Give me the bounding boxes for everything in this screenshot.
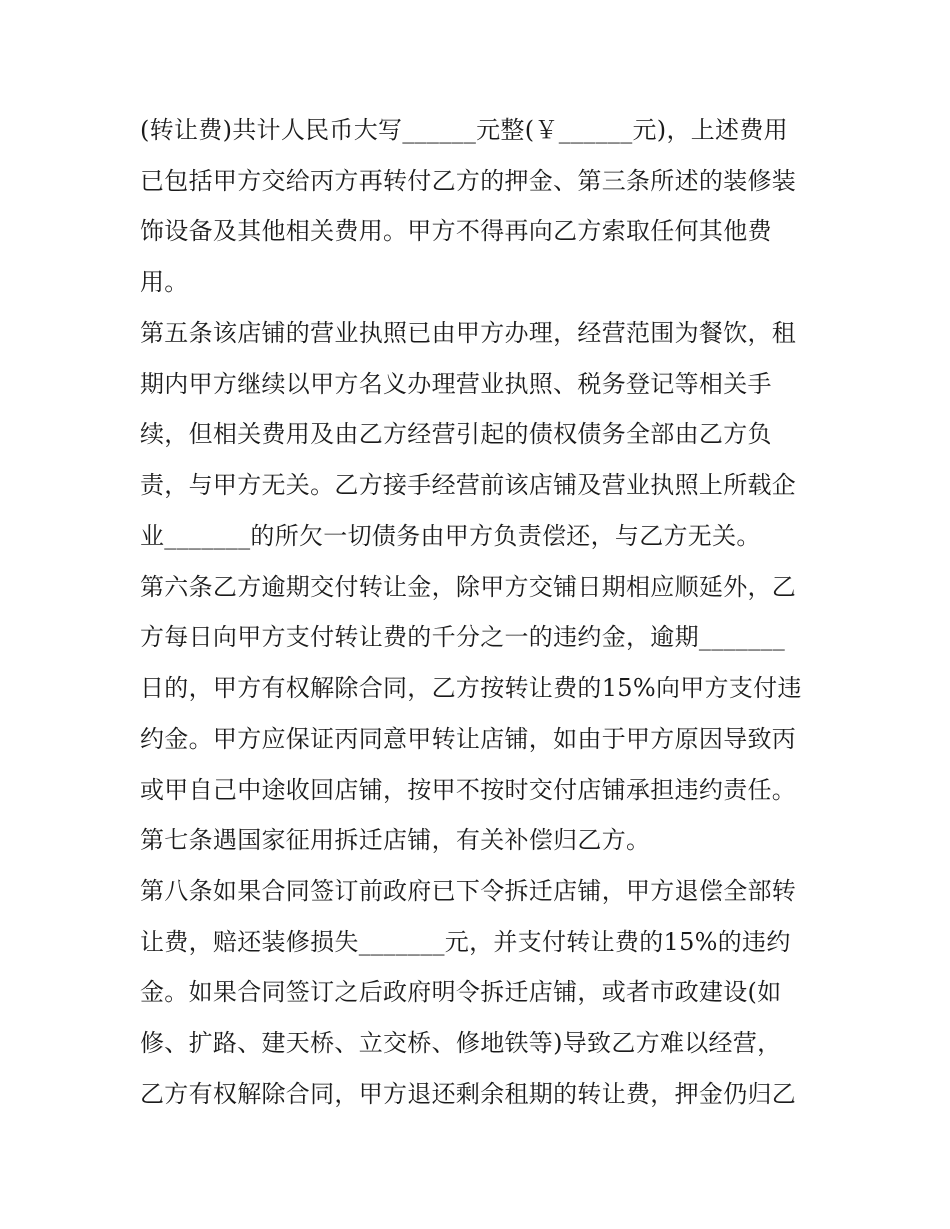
text-line: 已包括甲方交给丙方再转付乙方的押金、第三条所述的装修装 <box>140 167 797 195</box>
text-line: 修、扩路、建天桥、立交桥、修地铁等)导致乙方难以经营， <box>140 1029 782 1057</box>
text-line: 第五条该店铺的营业执照已由甲方办理，经营范围为餐饮，租 <box>140 319 797 347</box>
text-line: 第六条乙方逾期交付转让金，除甲方交铺日期相应顺延外，乙 <box>140 573 797 601</box>
text-line: 用。 <box>140 268 189 296</box>
text-line: 责，与甲方无关。乙方接手经营前该店铺及营业执照上所载企 <box>140 471 797 499</box>
text-line: 或甲自己中途收回店铺，按甲不按时交付店铺承担违约责任。 <box>140 776 797 804</box>
text-line: 让费，赔还装修损失_______元，并支付转让费的15%的违约 <box>140 928 791 956</box>
text-line: 期内甲方继续以甲方名义办理营业执照、税务登记等相关手 <box>140 370 772 398</box>
text-line: 日的，甲方有权解除合同，乙方按转让费的15%向甲方支付违 <box>140 674 802 702</box>
text-line: 第八条如果合同签订前政府已下令拆迁店铺，甲方退偿全部转 <box>140 877 797 905</box>
text-line: 约金。甲方应保证丙同意甲转让店铺，如由于甲方原因导致丙 <box>140 725 797 753</box>
text-line: 饰设备及其他相关费用。甲方不得再向乙方索取任何其他费 <box>140 217 772 245</box>
text-line: (转让费)共计人民币大写______元整(￥______元)，上述费用 <box>140 116 788 144</box>
text-line: 第七条遇国家征用拆迁店铺，有关补偿归乙方。 <box>140 826 651 854</box>
text-line: 业_______的所欠一切债务由甲方负责偿还，与乙方无关。 <box>140 522 761 550</box>
text-line: 乙方有权解除合同，甲方退还剩余租期的转让费，押金仍归乙 <box>140 1080 797 1108</box>
text-line: 方每日向甲方支付转让费的千分之一的违约金，逾期_______ <box>140 623 785 651</box>
text-line: 金。如果合同签订之后政府明令拆迁店铺，或者市政建设(如 <box>140 978 782 1006</box>
text-line: 续，但相关费用及由乙方经营引起的债权债务全部由乙方负 <box>140 420 772 448</box>
